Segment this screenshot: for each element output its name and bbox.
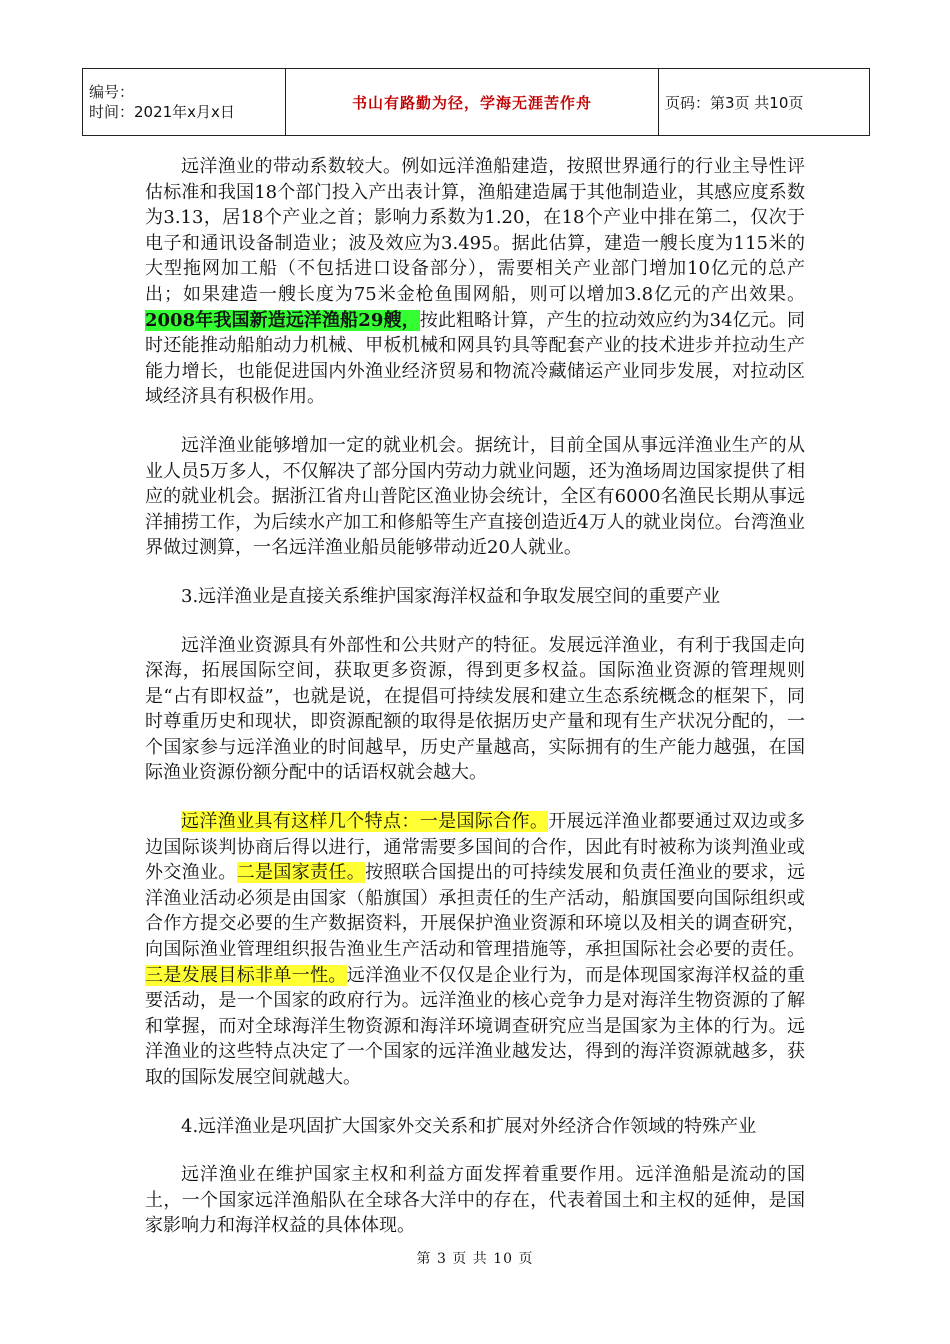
page-header (82, 68, 870, 136)
paragraph-text: 3.远洋渔业是直接关系维护国家海洋权益和争取发展空间的重要产业 (181, 585, 721, 607)
paragraph-text: 远洋渔业能够增加一定的就业机会。据统计，目前全国从事远洋渔业生产的从业人员5万多人，不仅解决了部分国内劳动力就业问题，还为渔场周边国家提供了相应的就业机会。据浙江省舟山普陀区渔业协会统计，全区有6000名渔民长期从事远洋捕捞工作，为后续水产加工和修船等生产直接创造近4万人的就业岗位。台湾渔业界做过测算，一名远洋渔业船员能够带动近20人就业。 (145, 434, 805, 559)
body-paragraph (145, 584, 805, 610)
page-footer: 第 3 页 共 10 页 (416, 1251, 534, 1267)
paragraph-text: 远洋渔业的带动系数较大。例如远洋渔船建造，按照世界通行的行业主导性评估标准和我国18个部门投入产出表计算，渔船建造属于其他制造业，其感应度系数为3.13，居18个产业之首；影响力系数为1.20，在18个产业中排在第二，仅次于电子和通讯设备制造业；波及效应为3.495。据此估算，建造一艘长度为115米的大型拖网加工船（不包括进口设备部分），需要相关产业部门增加10亿元的总产出；如果建造一艘长度为75米金枪鱼围网船，则可以增加3.8亿元的产出效果。 (145, 156, 805, 305)
header-page-info: 页码：第3页 共10页 (659, 69, 870, 136)
paragraph-text: 远洋渔业不仅仅是企业行为，而是体现国家海洋权益的重要活动，是一个国家的政府行为。远洋渔业的核心竞争力是对海洋生物资源的了解和掌握，而对全球海洋生物资源和海洋环境调查研究应当是国家为主体的行为。远洋渔业的这些特点决定了一个国家的远洋渔业越发达，得到的海洋资源就越多，获取的国际发展空间就越大。 (145, 964, 806, 1088)
paragraph-text: 按此粗略计算，产生的拉动效应约为34亿元。同时还能推动船舶动力机械、甲板机械和网具钓具等配套产业的技术进步并拉动生产能力增长，也能促进国内外渔业经济贸易和物流冷藏储运产业同步发展，对拉动区域经济具有积极作用。 (145, 309, 805, 408)
document-body (145, 154, 805, 1262)
highlighted-text: 三是发展目标非单一性。 (145, 964, 347, 986)
doc-code-label: 编号： (89, 83, 135, 101)
highlighted-text: 二是国家责任。 (236, 862, 366, 884)
paragraph-text: 4.远洋渔业是巩固扩大国家外交关系和扩展对外经济合作领域的特殊产业 (181, 1115, 757, 1137)
body-paragraph (145, 633, 805, 787)
paragraph-text: 远洋渔业在维护国家主权和利益方面发挥着重要作用。远洋渔船是流动的国土，一个国家远洋渔船队在全球各大洋中的存在，代表着国土和主权的延伸，是国家影响力和海洋权益的具体体现。 (145, 1164, 805, 1237)
body-paragraph (145, 1114, 805, 1140)
body-paragraph (145, 1162, 805, 1239)
paragraph-text: 远洋渔业资源具有外部性和公共财产的特征。发展远洋渔业，有利于我国走向深海，拓展国际空间，获取更多资源，得到更多权益。国际渔业资源的管理规则是“占有即权益”，也就是说，在提倡可持续发展和建立生态系统概念的框架下，同时尊重历史和现状，即资源配额的取得是依据历史产量和现有生产状况分配的，一个国家参与远洋渔业的时间越早，历史产量越高，实际拥有的生产能力越强，在国际渔业资源份额分配中的话语权就会越大。 (145, 634, 805, 784)
body-paragraph (145, 154, 805, 410)
highlighted-text: 2008年我国新造远洋渔船29艘， (145, 309, 420, 331)
paragraph-text: 按照联合国提出的可持续发展和负责任渔业的要求，远洋渔业活动必须是由国家（船旗国）承担责任的生产活动，船旗国要向国际组织或合作方提交必要的生产数据资料，开展保护渔业资源和环境以及相关的调查研究，向国际渔业管理组织报告渔业生产活动和管理措施等，承担国际社会必要的责任。 (145, 862, 806, 961)
body-paragraph (145, 809, 805, 1091)
paragraph-text: 开展远洋渔业都要通过双边或多边国际谈判协商后得以进行，通常需要多国间的合作，因此有时被称为谈判渔业或外交渔业。 (145, 811, 806, 884)
body-paragraph (145, 433, 805, 561)
doc-date-label: 时间：2021年x月x日 (89, 103, 235, 121)
header-meta-cell (83, 69, 286, 136)
header-motto: 书山有路勤为径，学海无涯苦作舟 (286, 69, 659, 136)
highlighted-text: 远洋渔业具有这样几个特点：一是国际合作。 (181, 811, 549, 833)
